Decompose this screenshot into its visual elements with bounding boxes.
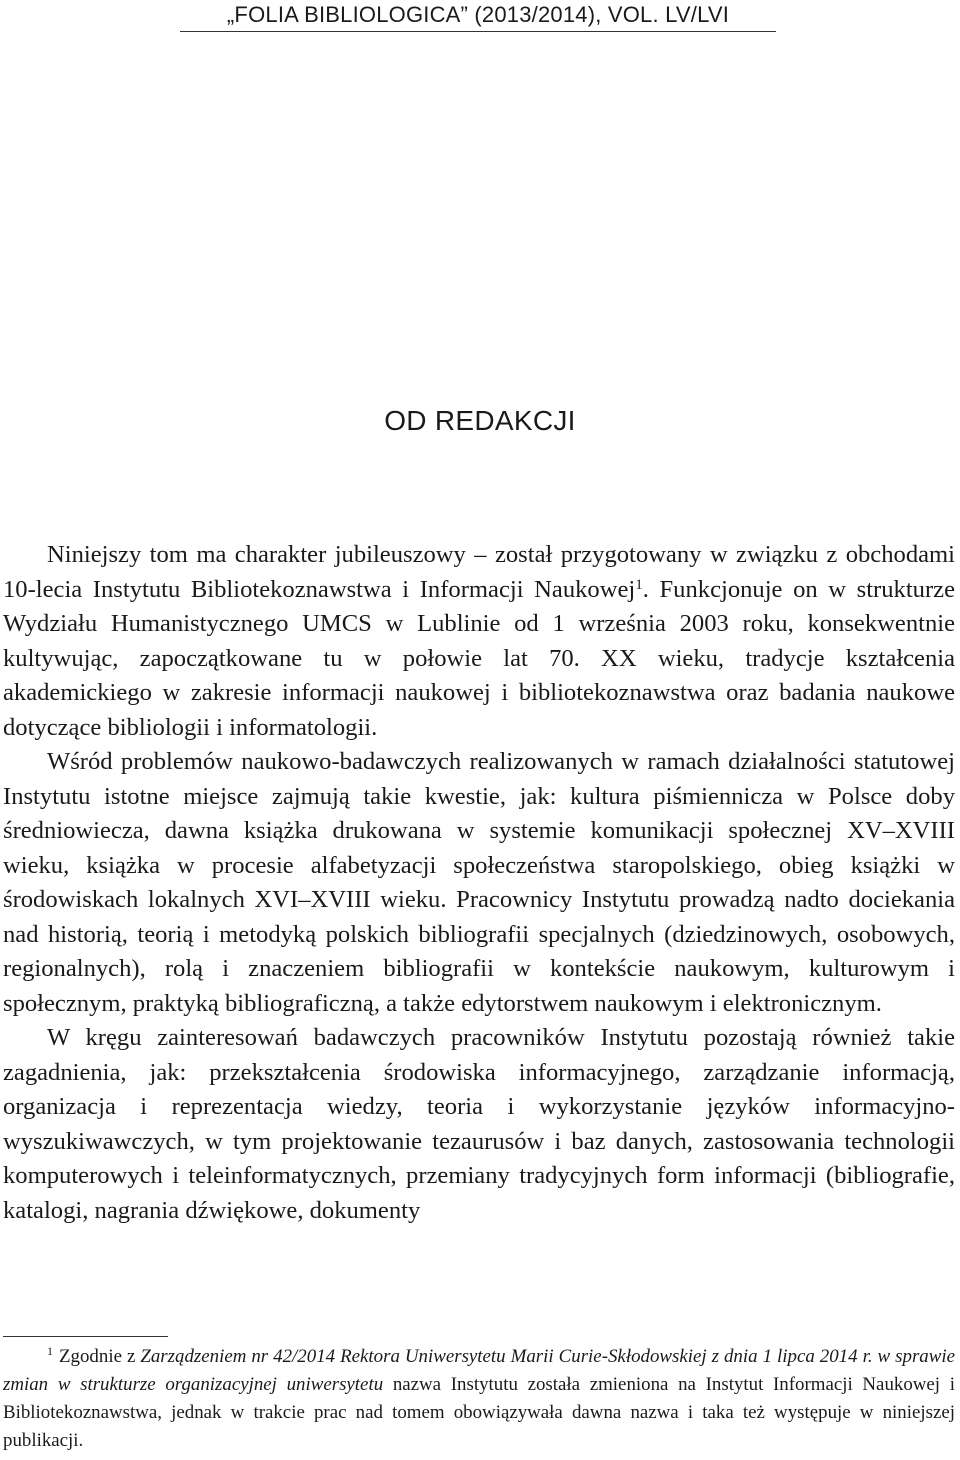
header-rule [180, 31, 776, 32]
footnote-ref: 1 [635, 576, 643, 593]
footnote-number: 1 [47, 1344, 53, 1358]
paragraph-3: W kręgu zainteresowań badawczych pracowników Instytutu pozostają również takie zagadnienia, jak: przekształcenia środowiska informacyjnego, zarządzanie informacją, organizacja i reprezentacja wiedzy, teoria i wykorzystanie języków informacyjno-wyszukiwawczych, w tym projektowanie tezaurusów i baz danych, zastosowania technologii komputerowych i teleinformatycznych, przemiany tradycyjnych form informacji (bibliografie, katalogi, nagrania dźwiękowe, dokumenty [3, 1024, 955, 1224]
footnote-lead: Zgodnie z [59, 1346, 141, 1367]
paragraph-1-part-a: Niniejszy tom ma charakter jubileuszowy – został przygotowany w związku z obchodami 10-lecia Instytutu Bibliotekoznawstwa i Informacji Naukowej [3, 541, 955, 603]
footnote-rule [3, 1336, 168, 1337]
section-title: OD REDAKCJI [384, 405, 576, 436]
footnote-italic-ref: Zarządzeniem nr 42/2014 Rektora Uniwersytetu Marii Curie-Skłodowskiej z dnia 1 lipca 2014 r. w sprawie zmian w strukturze organizacyjnej uniwersytetu [3, 1346, 955, 1395]
footnote [3, 1343, 955, 1455]
paragraph-1 [3, 538, 955, 745]
paragraph-1-part-b: . Funkcjonuje on w strukturze Wydziału Humanistycznego UMCS w Lublinie od 1 września 2003 roku, konsekwentnie kultywując, zapoczątkowane tu w połowie lat 70. XX wieku, tradycje kształcenia akademickiego w zakresie informacji naukowej i bibliotekoznawstwa oraz badania naukowe dotyczące bibliologii i informatologii. [3, 575, 955, 741]
body-text [3, 538, 955, 1228]
running-head: „FOLIA BIBLIOLOGICA” (2013/2014), VOL. LV/LVI [226, 2, 730, 27]
footnote-paragraph [3, 1343, 955, 1455]
footnote-rest: nazwa Instytutu została zmieniona na Instytut Informacji Naukowej i Bibliotekoznawstwa, jednak w trakcie prac nad tomem obowiązywała dawna nazwa i taka też występuje w niniejszej publikacji. [3, 1374, 955, 1451]
paragraph-2: Wśród problemów naukowo-badawczych realizowanych w ramach działalności statutowej Instytutu istotne miejsce zajmują takie kwestie, jak: kultura piśmiennicza w Polsce doby średniowiecza, dawna książka drukowana w systemie komunikacji społecznej XV–XVIII wieku, książka w procesie alfabetyzacji społeczeństwa staropolskiego, obieg książki w środowiskach lokalnych XVI–XVIII wieku. Pracownicy Instytutu prowadzą nadto dociekania nad historią, teorią i metodyką polskich bibliografii specjalnych (dziedzinowych, osobowych, regionalnych), rolą i znaczeniem bibliografii w kontekście naukowym, kulturowym i społecznym, praktyką bibliograficzną, a także edytorstwem naukowym i elektronicznym. [3, 748, 955, 1017]
